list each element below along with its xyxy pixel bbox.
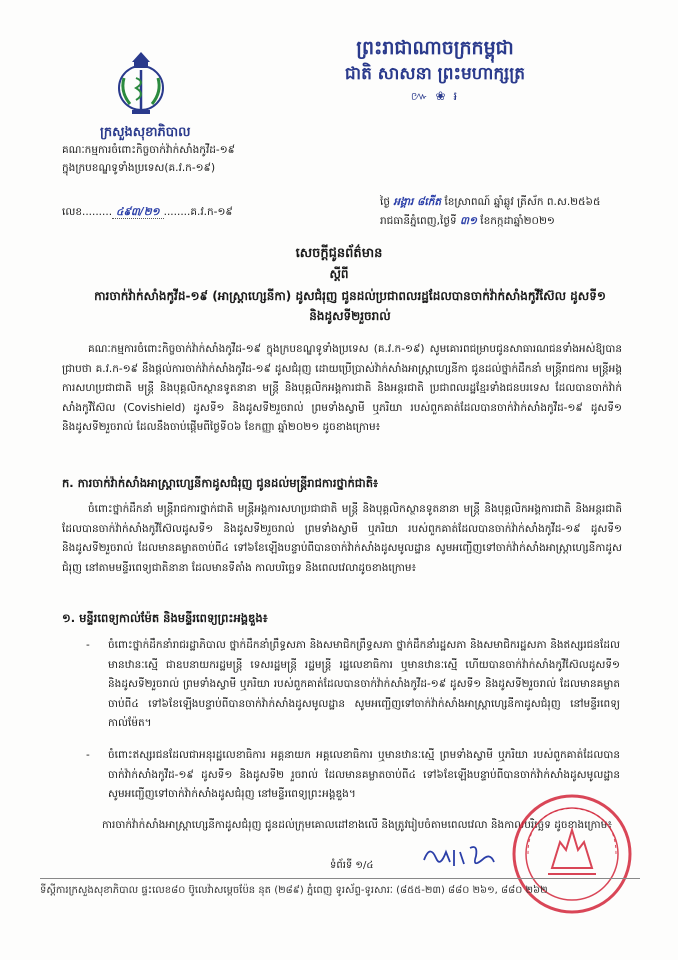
- committee-name: គណៈកម្មការចំពោះកិច្ចចាក់វ៉ាក់សាំងកូវីដ-១៩: [62, 144, 236, 156]
- kingdom-title: ព្រះរាជាណាចក្រកម្ពុជា: [356, 37, 514, 59]
- about-label: ស្ដីពី: [329, 267, 349, 281]
- ornament-divider: ៚ ❀ ៛: [410, 89, 460, 103]
- committee-scope: ក្នុងក្របខណ្ឌទូទាំងប្រទេស(គ.វ.ក-១៩): [62, 162, 216, 174]
- footer-address: ទីស្ដីការក្រសួងសុខាភិបាល ផ្ទះលេខ៨០ ប៊ូលេវ៉ាសម្ដេចប៉ែន នុត (២៨៩) ភ្នំពេញ ទូរស័ព្ទ-ទូរសារៈ (៨៥៥-២៣) ៨៨០ ២៦១, ៨៨០ ២៦២: [40, 885, 548, 896]
- bullet-item: - ចំពោះថ្នាក់ដឹកនាំរាជរដ្ឋាភិបាល ថ្នាក់ដឹកនាំព្រឹទ្ធសភា និងសមាជិកព្រឹទ្ធសភា ថ្នាក់ដឹកនាំរដ្ឋសភា និងសមាជិករដ្ឋសភា និងឥស្សរជនដែលមានឋានៈស្មើ ជាឧបនាយករដ្ឋមន្ត្រី ទេសរដ្ឋមន្ត្រី រដ្ឋមន្ត្រី រដ្ឋលេខាធិការ ឬមានឋានៈស្មើ ហើយបានចាក់វ៉ាក់សាំងកូវីស៊ែលដូសទី១ និងដូសទី២រួចរាល់ ព្រមទាំងស្វាមី ឬភរិយា របស់ពួកគាត់ដែលបានចាក់វ៉ាក់សាំងកូវីដ-១៩ ដូសទី១ និងដូសទី២រួចរាល់ ដែលមានគម្លាតចាប់ពី៤ ទៅ៦ខែឡើងបន្ទាប់ពីបានចាក់វ៉ាក់សាំងដូសមូលដ្ឋាន សូមអញ្ជើញទៅចាក់វ៉ាក់សាំងអាស្ត្រាហ្សេនីកាដូសជំរុញ នៅមន្ទីរពេទ្យកាល់ម៉ែត។: [108, 636, 620, 734]
- section-1-heading: ១. មន្ទីរពេទ្យកាល់ម៉ែត និងមន្ទីរពេទ្យព្រះអង្គឌួង៖: [62, 611, 268, 625]
- bullet-item: - ចំពោះឥស្សរជនដែលជាអនុរដ្ឋលេខាធិការ អគ្គនាយក អគ្គលេខាធិការ ឬមានឋានៈស្មើ ព្រមទាំងស្វាមី ឬភរិយា របស់ពួកគាត់ដែលបានចាក់វ៉ាក់សាំងកូវីដ-១៩ ដូសទី១ និងដូសទី២ រួចរាល់ ដែលមានគម្លាតចាប់ពី៤ ទៅ៦ខែឡើងបន្ទាប់ពីបានចាក់វ៉ាក់សាំងដូសមូលដ្ឋាន សូមអញ្ជើញទៅចាក់វ៉ាក់សាំងដូសជំរុញ នៅមន្ទីរពេទ្យព្រះអង្គឌួង។: [108, 746, 620, 805]
- ministry-logo-icon: [110, 48, 172, 120]
- section-a-paragraph: ចំពោះថ្នាក់ដឹកនាំ មន្ត្រីរាជការថ្នាក់ជាតិ មន្ត្រីអង្គការសហប្រជាជាតិ មន្ត្រី និងបុគ្គលិកស្ថានទូតនានា មន្ត្រី និងបុគ្គលិកអង្គការជាតិ និងអន្តរជាតិ ដែលបានចាក់វ៉ាក់សាំងកូវីស៊ែលដូសទី១ និងដូសទី២រួចរាល់ ព្រមទាំងស្វាមី ឬភរិយា របស់ពួកគាត់ដែលបានចាក់វ៉ាក់សាំងកូវីដ-១៩ ដូសទី១ និងដូសទី២រួចរាល់ ដែលមានគម្លាតចាប់ពី៤ ទៅ៦ខែឡើងបន្ទាប់ពីបានចាក់វ៉ាក់សាំងដូសមូលដ្ឋាន សូមអញ្ជើញទៅចាក់វ៉ាក់សាំងអាស្ត្រាហ្សេនីកាដូសជំរុញ នៅតាមមន្ទីរពេទ្យជាតិនានា ដែលមានទីតាំង កាលបរិច្ឆេទ និងពេលវេលាដូចខាងក្រោម៖: [62, 503, 622, 574]
- signature-icon: [420, 838, 520, 872]
- document-subject: ការចាក់វ៉ាក់សាំងកូវីដ-១៩ (អាស្ត្រាហ្សេនីកា) ដូសជំរុញ ជូនដល់ប្រជាពលរដ្ឋដែលបានចាក់វ៉ាក់សាំងកូវីស៊ែល ដូសទី១ និងដូសទី២រួចរាល់: [94, 289, 606, 323]
- official-stamp-icon: [508, 790, 636, 918]
- section-a-heading: ក. ការចាក់វ៉ាក់សាំងអាស្ត្រាហ្សេនីកាដូសជំរុញ ជូនដល់មន្ត្រីរាជការថ្នាក់ជាតិ៖: [62, 476, 379, 490]
- ministry-name: ក្រសួងសុខាភិបាល: [100, 125, 191, 140]
- footer-divider: [40, 878, 640, 879]
- solar-date: រាជធានីភ្នំពេញ,ថ្ងៃទី ៣១ ខែកក្កដាឆ្នាំ២០២១: [380, 215, 555, 227]
- national-motto: ជាតិ សាសនា ព្រះមហាក្សត្រ: [344, 64, 526, 84]
- page-number: ទំព័រទី ១/៤: [330, 860, 374, 871]
- document-type: សេចក្ដីជូនព័ត៌មាន: [295, 246, 383, 261]
- closing-paragraph: ការចាក់វ៉ាក់សាំងអាស្ត្រាហ្សេនីកាដូសជំរុញ ជូនដល់ក្រុមគោលដៅខាងលើ និងត្រូវរៀបចំតាមពេលវេលា និងកាលបរិច្ឆេទ ដូចខាងក្រោម៖: [102, 819, 612, 831]
- reference-number: លេខ......... ៤៩៣/២១ ........គ.វ.ក-១៩: [62, 206, 233, 218]
- intro-paragraph: គណៈកម្មការចំពោះកិច្ចចាក់វ៉ាក់សាំងកូវីដ-១៩ ក្នុងក្របខណ្ឌទូទាំងប្រទេស (គ.វ.ក-១៩) សូមគោរពជម្រាបជូនសាធារណជនទាំងអស់ឱ្យបានជ្រាបថា គ.វ.ក-១៩ នឹងផ្ដល់ការចាក់វ៉ាក់សាំងកូវីដ-១៩ ដូសជំរុញ ដោយប្រើប្រាស់វ៉ាក់សាំងអាស្ត្រាហ្សេនីកា ជូនដល់ថ្នាក់ដឹកនាំ មន្ត្រីរាជការ មន្ត្រីអង្គការសហប្រជាជាតិ មន្ត្រី និងបុគ្គលិកស្ថានទូតនានា មន្ត្រី និងបុគ្គលិកអង្គការជាតិ និងអន្តរជាតិ ប្រជាពលរដ្ឋខ្មែរទាំងជនបរទេស ដែលបានចាក់វ៉ាក់សាំងកូវីស៊ែល (Covishield) ដូសទី១ និងដូសទី២រួចរាល់ ព្រមទាំងស្វាមី ឬភរិយា របស់ពួកគាត់ដែលបានចាក់វ៉ាក់សាំងកូវីដ-១៩ ដូសទី១ និងដូសទី២រួចរាល់ ដែលនឹងចាប់ផ្ដើមពីថ្ងៃទី០៦ ខែកញ្ញា ឆ្នាំ២០២១ ដូចខាងក្រោម៖: [62, 343, 622, 433]
- reference-handwritten: ៤៩៣/២១: [112, 206, 164, 219]
- lunar-date: ថ្ងៃ អង្គារ ៨កើត ខែស្រាពណ៍ ឆ្នាំឆ្លូវ ត្រីស័ក ព.ស.២៥៦៥: [380, 196, 601, 208]
